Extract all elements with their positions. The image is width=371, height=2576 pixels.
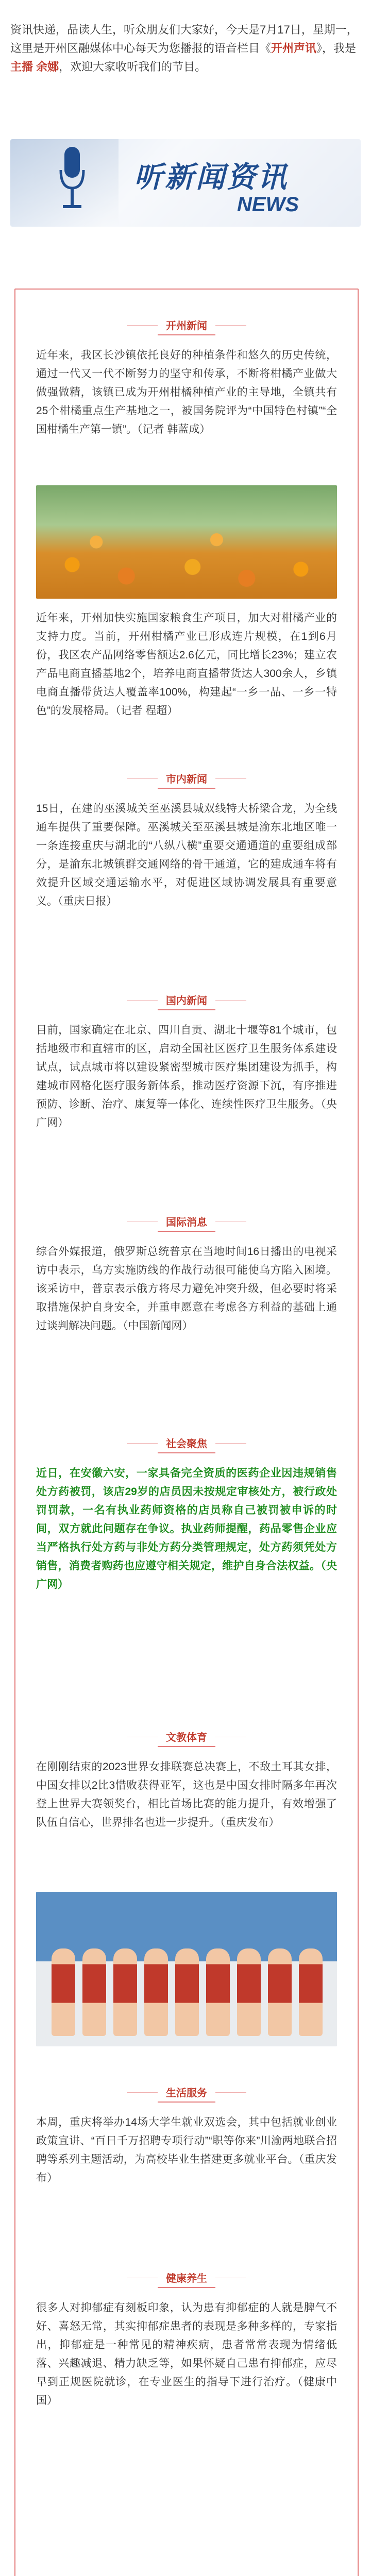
section-tag-international: 国际消息 <box>158 1212 215 1232</box>
international-paragraph: 综合外媒报道，俄罗斯总统普京在当地时间16日播出的电视采访中表示，乌方实施防线的作战行动很可能使乌方陷入困境。该采访中，普京表示俄方将尽力避免冲突升级，但必要时将采取措施保护自身安全，并重申愿意在考虑各方利益的基础上通过谈判解决问题。（中国新闻网） <box>36 1246 337 1332</box>
volleyball-team-photo <box>36 1892 337 2046</box>
intro-part: ，欢迎大家收听我们的节目。 <box>59 60 207 73</box>
section-tag-culture: 文教体育 <box>158 1727 215 1747</box>
life-paragraph: 本周，重庆将举办14场大学生就业双选会，其中包括就业创业政策宣讲、“百日千万招聘专项行动”“职等你来”川渝两地联合招聘等系列主题活动，为高校毕业生搭建更多就业平台。（重庆发布） <box>36 2116 337 2184</box>
section-tag-social: 社会聚焦 <box>158 1433 215 1453</box>
health-paragraph: 很多人对抑郁症有刻板印象，认为患有抑郁症的人就是脾气不好、喜怒无常，其实抑郁症患者的表现是多种多样的，专家指出，抑郁症是一种常见的精神疾病，患者常常表现为情绪低落、兴趣减退、精力缺乏等，如果怀疑自己患有抑郁症，应尽早到正规医院就诊，在专业医生的指导下进行治疗。（健康中国） <box>36 2302 337 2406</box>
microphone-icon <box>57 144 88 216</box>
host-name: 主播 余娜 <box>10 60 59 73</box>
section-tag-kaizhou: 开州新闻 <box>158 315 215 335</box>
player-figure <box>237 1948 261 2036</box>
city-paragraph: 15日，在建的巫溪城关至巫溪县城双线特大桥梁合龙，为全线通车提供了重要保障。巫溪城关至巫溪县城是渝东北地区唯一一条连接重庆与湖北的“八纵八横”重要交通通道的重要组成部分，是渝东北城镇群交通网络的骨干通道，它的建成通车将有效提升区域交通运输水平，对促进区域协调发展具有重要意义。（重庆日报） <box>36 803 337 907</box>
intro-text <box>10 21 361 76</box>
section-tag-domestic: 国内新闻 <box>158 990 215 1010</box>
oranges-photo <box>36 485 337 599</box>
section-tag-city: 市内新闻 <box>158 769 215 789</box>
section-tag-health: 健康养生 <box>158 2268 215 2288</box>
news-banner <box>10 139 361 227</box>
culture-paragraph: 在刚刚结束的2023世界女排联赛总决赛上，不敌土耳其女排，中国女排以2比3惜败获得亚军，这也是中国女排时隔多年再次登上世界大赛领奖台，相比首场比赛的能力提升，有效增强了队伍自信心，世界排名也进一步提升。（重庆发布） <box>36 1761 337 1828</box>
section-tag-life: 生活服务 <box>158 2082 215 2103</box>
intro-part: 》，我是 <box>316 42 357 55</box>
social-paragraph: 近日，在安徽六安，一家具备完全资质的医药企业因违规销售处方药被罚，该店29岁的店员因未按规定审核处方，被行政处罚罚款，一名有执业药师资格的店员称自己被罚被申诉的时间，双方就此问题存在争议。执业药师提醒，药品零售企业应当严格执行处方药与非处方药分类管理规定，处方药须凭处方销售，消费者购药也应遵守相关规定，维护自身合法权益。（央广网） <box>36 1467 337 1590</box>
kaizhou-paragraph-2: 近年来，开州加快实施国家粮食生产项目，加大对柑橘产业的支持力度。当前，开州柑橘产业已形成连片规模，在1到6月份，我区农产品网络零售额达2.6亿元，同比增长23%；建立农产品电商直播基地2个，培养电商直播带货达人300余人，乡镇电商直播带货达人覆盖率100%，构建起“一乡一品、一乡一特色”的发展格局。（记者 程超） <box>36 612 337 717</box>
news-content-frame <box>14 289 359 2576</box>
player-figure <box>299 1948 323 2036</box>
intro-part: 资讯快递，品读人生，听众朋友们大家好，今天是7月17日，星期一，这里是开州区融媒体中心每天为您播报的语音栏目《 <box>10 23 358 55</box>
player-figure <box>82 1948 106 2036</box>
player-figure <box>175 1948 199 2036</box>
player-figure <box>52 1948 75 2036</box>
player-figure <box>268 1948 292 2036</box>
player-figure <box>113 1948 137 2036</box>
banner-title: 听新闻资讯 <box>134 161 289 193</box>
program-name: 开州声讯 <box>271 42 317 55</box>
domestic-paragraph: 目前，国家确定在北京、四川自贡、湖北十堰等81个城市，包括地级市和直辖市的区，启动全国社区医疗卫生服务体系建设试点，试点城市将以建设紧密型城市医疗集团建设为抓手，构建城市网格化医疗服务新体系，推动医疗资源下沉，有序推进预防、诊断、治疗、康复等一体化、连续性医疗卫生服务。（央广网） <box>36 1024 337 1129</box>
player-figure <box>206 1948 230 2036</box>
kaizhou-paragraph-1: 近年来，我区长沙镇依托良好的种植条件和悠久的历史传统，通过一代又一代不断努力的坚守和传承，不断将柑橘产业做大做强做精，该镇已成为开州柑橘种植产业的主导地，全镇共有25个柑橘重点生产基地之一，被国务院评为“中国特色村镇”“全国柑橘生产第一镇”。（记者 韩蓝成） <box>36 349 337 435</box>
player-figure <box>144 1948 168 2036</box>
banner-subtitle: NEWS <box>237 193 299 216</box>
